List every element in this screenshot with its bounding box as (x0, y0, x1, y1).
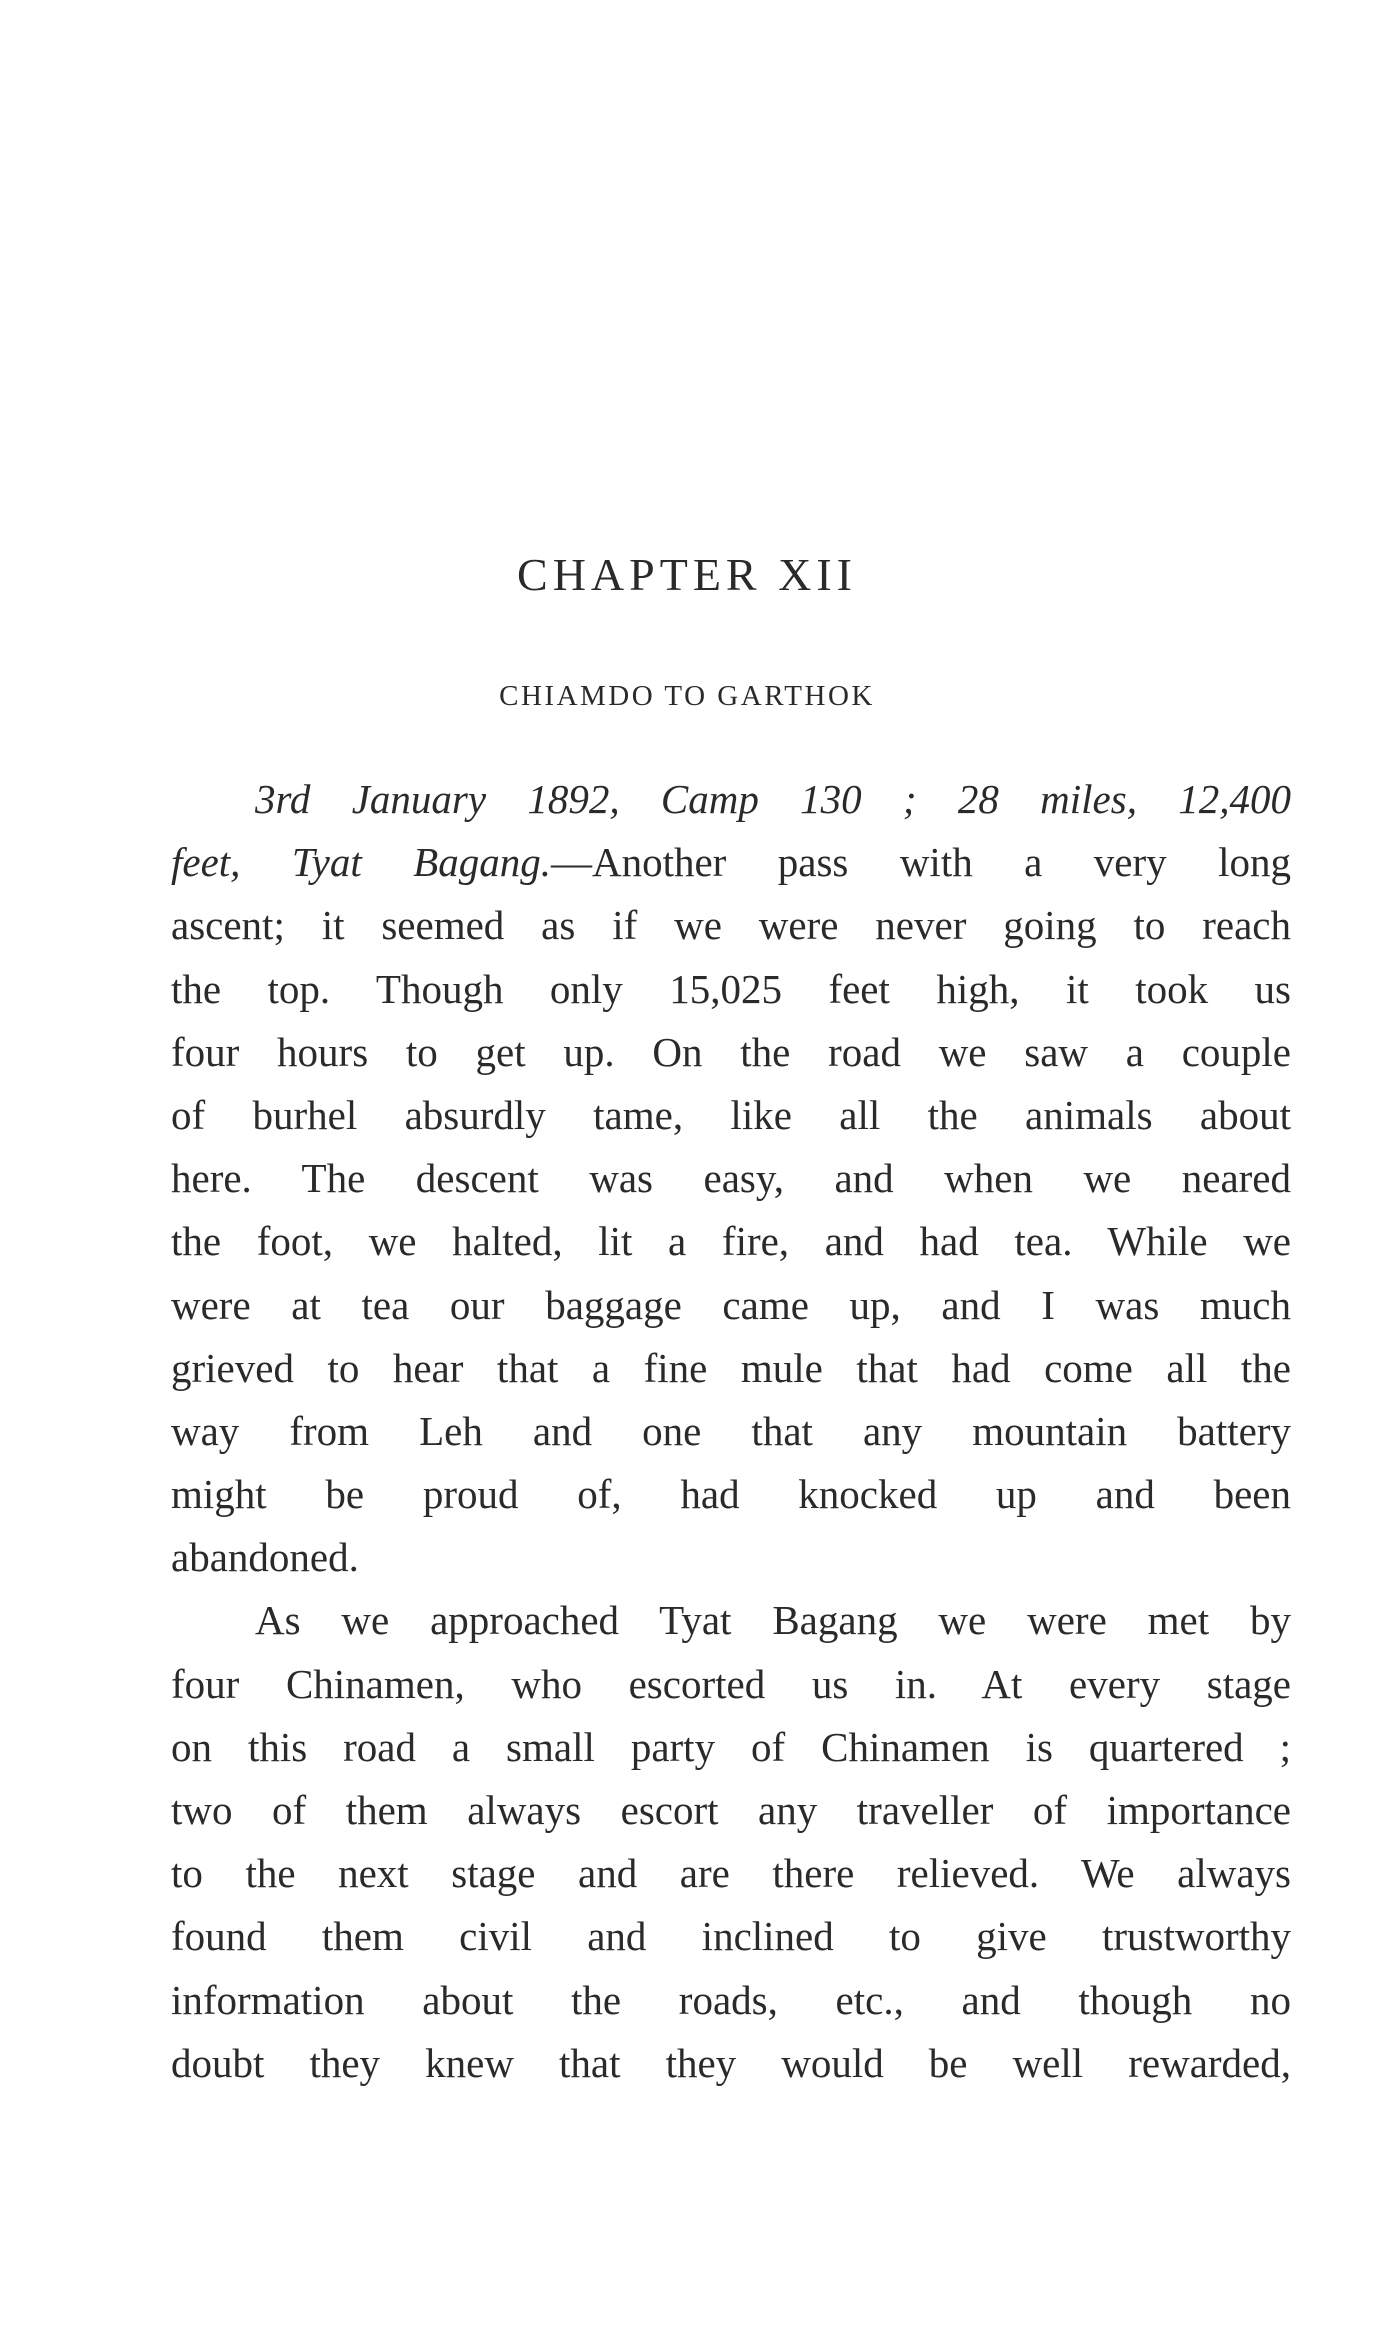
text-line: information about the roads, etc., and though no (171, 1976, 1291, 2023)
text-line: ascent; it seemed as if we were never going to reach (171, 902, 1291, 949)
text-line: grieved to hear that a fine mule that had come all the (171, 1344, 1291, 1391)
chapter-number: CHAPTER XII (517, 549, 857, 600)
text-line: doubt they knew that they would be well rewarded, (171, 2039, 1291, 2086)
text-line: four hours to get up. On the road we saw a couple (171, 1028, 1291, 1075)
text-line: two of them always escort any traveller of importance (171, 1787, 1291, 1833)
text-line: might be proud of, had knocked up and been (171, 1471, 1291, 1518)
text-line: way from Leh and one that any mountain battery (171, 1407, 1291, 1454)
text-line: here. The descent was easy, and when we neared (171, 1155, 1291, 1202)
text-line: were at tea our baggage came up, and I was much (171, 1281, 1291, 1328)
text-line-italic: feet, Tyat Bagang. (171, 839, 551, 886)
text-line (171, 831, 1291, 894)
text-line: to the next stage and are there relieved. We always (171, 1850, 1291, 1897)
body-text (171, 768, 1291, 2095)
text-line: of burhel absurdly tame, like all the animals about (171, 1091, 1291, 1138)
paragraph (171, 1589, 1291, 2095)
text-line: As we approached Tyat Bagang we were met by (255, 1597, 1291, 1644)
text-line: on this road a small party of Chinamen is quartered ; (171, 1723, 1291, 1770)
text-line-italic: 3rd January 1892, Camp 130 ; 28 miles, 12,400 (255, 776, 1291, 822)
text-line: four Chinamen, who escorted us in. At every stage (171, 1660, 1291, 1707)
text-line: the foot, we halted, lit a fire, and had tea. While we (171, 1218, 1291, 1265)
text-line: found them civil and inclined to give trustworthy (171, 1913, 1291, 1960)
text-line: the top. Though only 15,025 feet high, it took us (171, 965, 1291, 1012)
text-line-rest: —Another pass with a very long (550, 839, 1291, 886)
text-line (171, 768, 1291, 831)
chapter-title: CHIAMDO TO GARTHOK (499, 680, 875, 712)
text-line: abandoned. (171, 1534, 359, 1581)
paragraph (171, 768, 1291, 1589)
